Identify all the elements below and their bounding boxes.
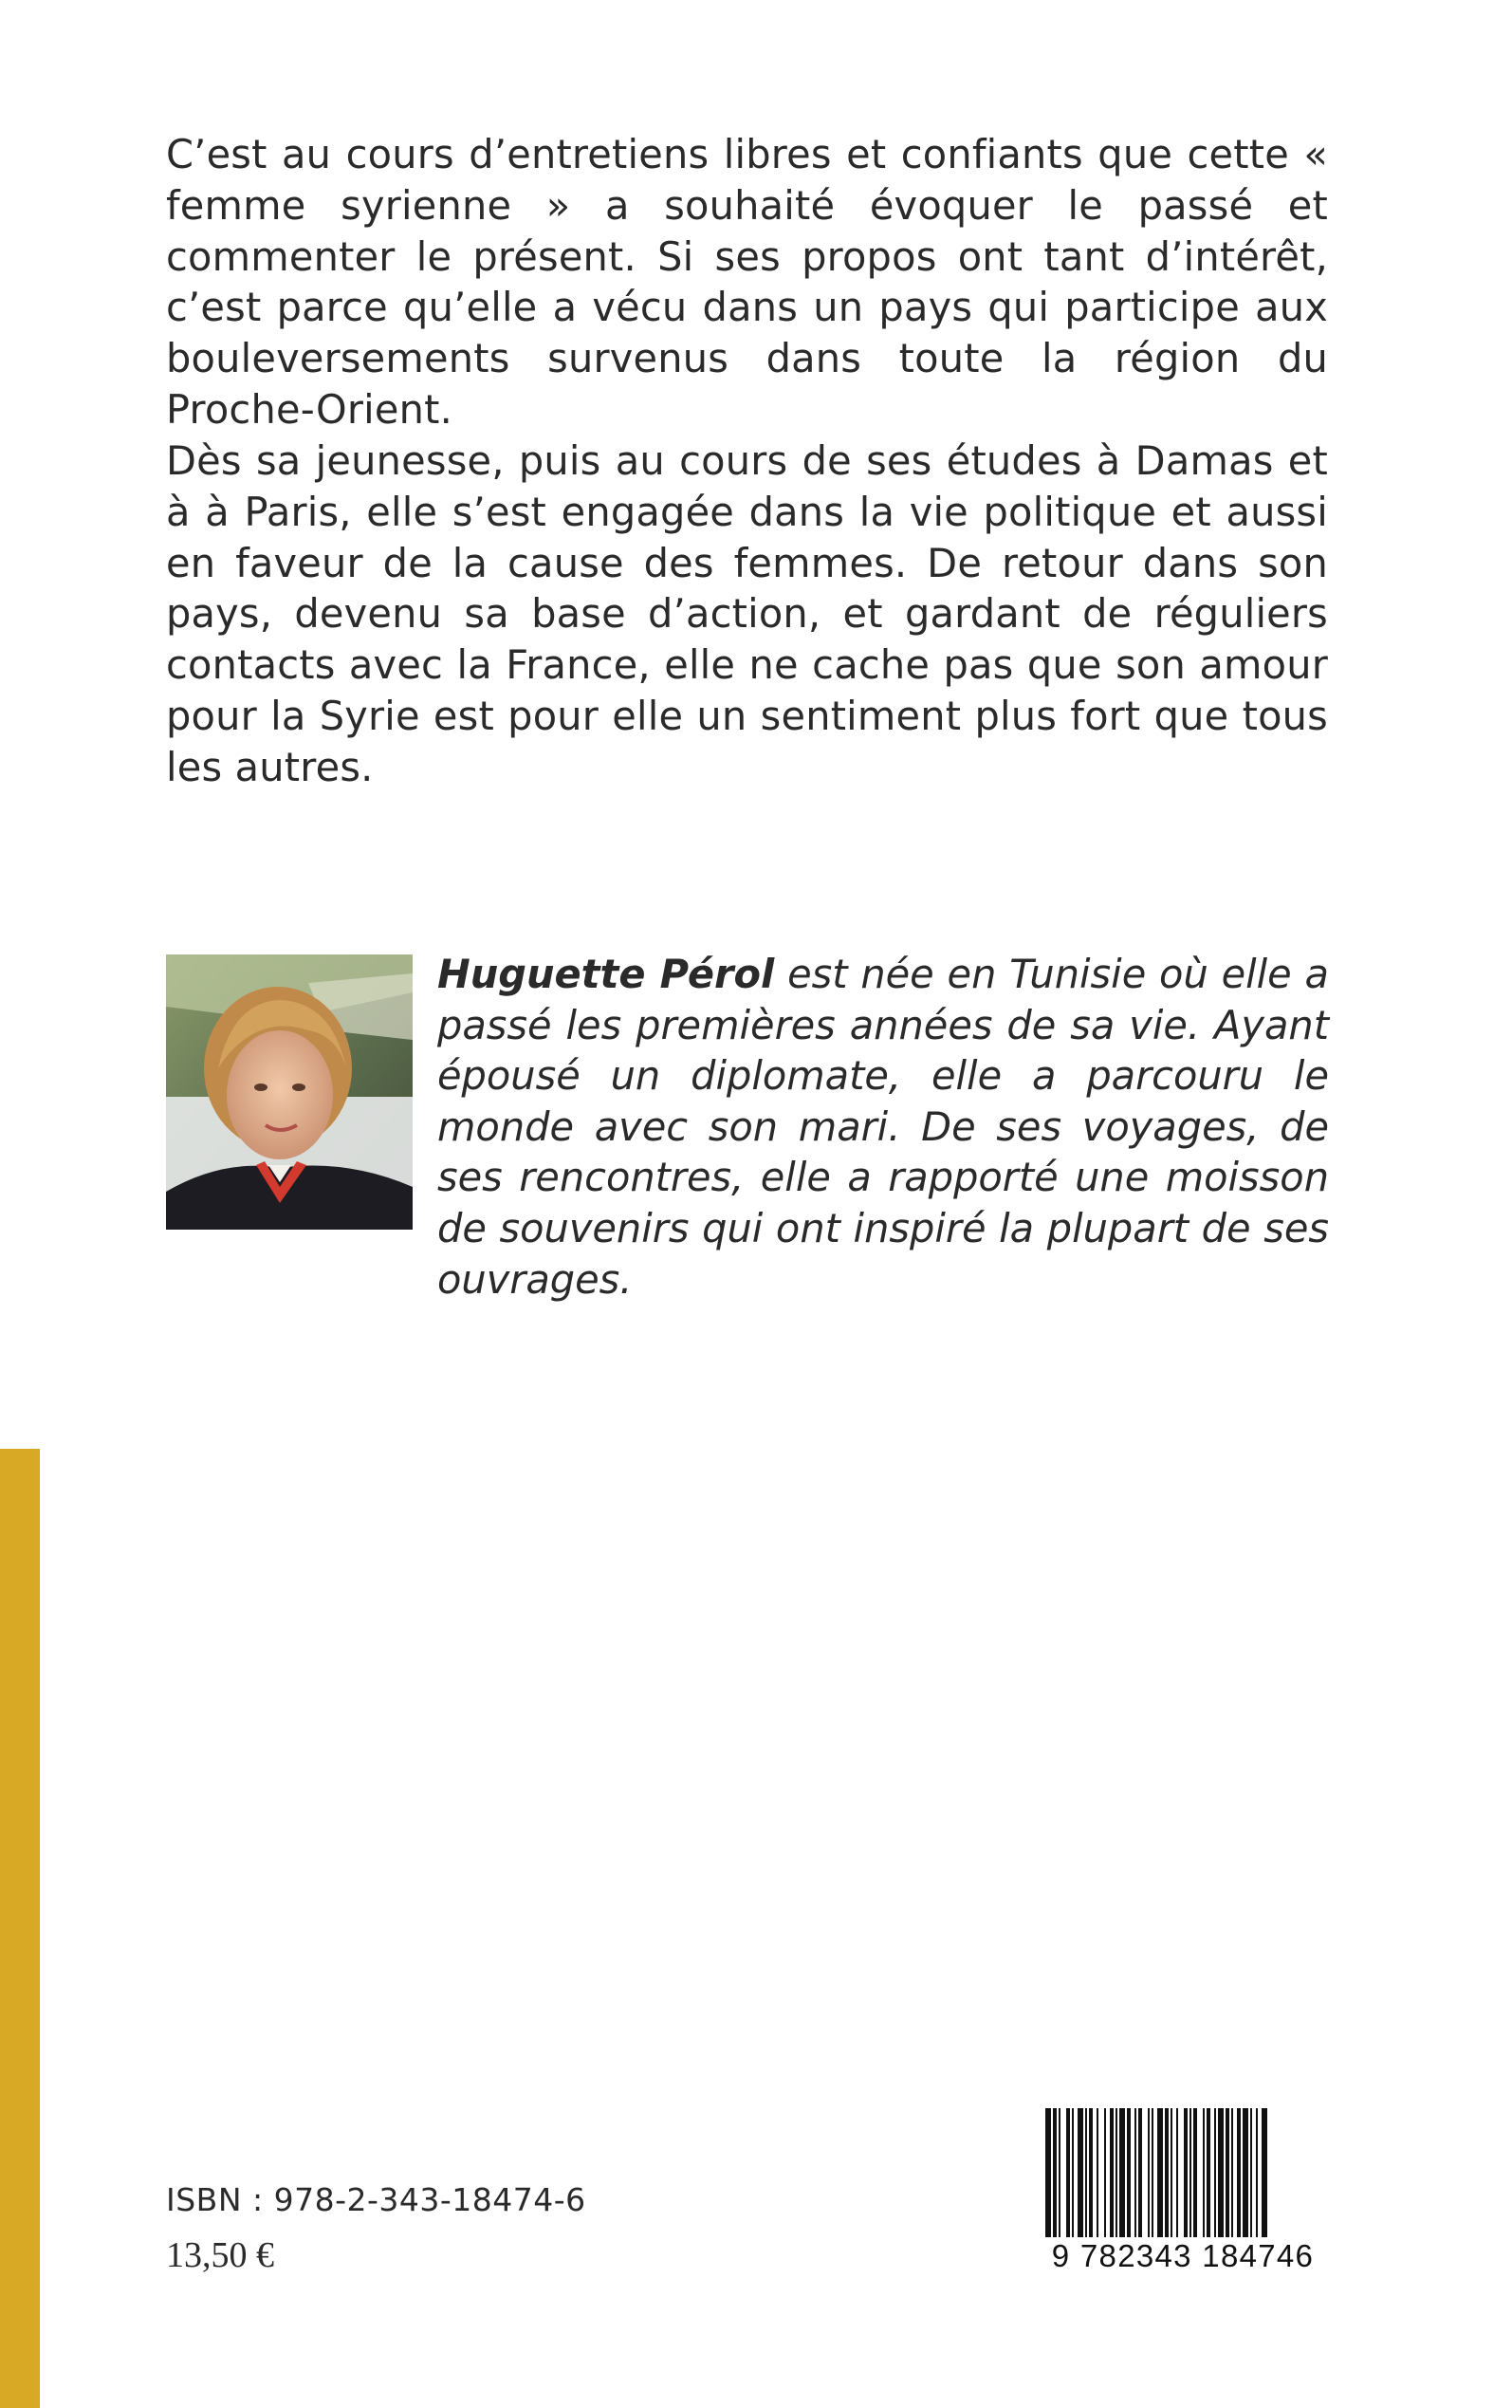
barcode-bar	[1078, 2108, 1083, 2239]
barcode-bar	[1237, 2108, 1241, 2239]
barcode-bar	[1148, 2108, 1150, 2239]
barcode-bar	[1104, 2108, 1106, 2239]
barcode-bar	[1097, 2108, 1098, 2239]
spine-accent-bar	[0, 1449, 40, 2408]
barcode-bar	[1089, 2108, 1093, 2239]
barcode-bar	[1066, 2108, 1070, 2239]
author-photo	[166, 954, 413, 1230]
barcode-bar	[1138, 2108, 1142, 2239]
back-cover-paragraph-1: C’est au cours d’entretiens libres et confiants que cette « femme syrienne » a souhaité évoquer le passé et commenter le présent. Si ses propos ont tant d’intérêt, c’est parce qu’elle a vécu dans un pays qui participe aux bouleversements survenus dans toute la région du Proche-Orient.	[166, 131, 1328, 433]
barcode-bar	[1243, 2108, 1248, 2239]
barcode-bar	[1203, 2108, 1205, 2239]
author-name: Huguette Pérol	[437, 951, 775, 997]
author-bio-text: est née en Tunisie où elle a passé les premières années de sa vie. Ayant épousé un diplomate, elle a parcouru le monde avec son mari. De ses voyages, de ses rencontres, elle a rapporté une moisson de souvenirs qui ont inspiré la plupart de ses ouvrages.	[437, 951, 1329, 1303]
barcode-bar	[1134, 2108, 1136, 2239]
barcode-bar	[1171, 2108, 1172, 2239]
barcode-bar	[1059, 2108, 1060, 2239]
barcode-bar	[1189, 2108, 1191, 2239]
barcode-bar	[1119, 2108, 1125, 2239]
barcode-bar	[1250, 2108, 1252, 2239]
barcode-bar	[1231, 2108, 1233, 2239]
barcode-bar	[1110, 2108, 1114, 2239]
barcode-bar	[1085, 2108, 1087, 2239]
barcode-bar	[1176, 2108, 1178, 2239]
barcode-bar	[1072, 2108, 1074, 2239]
barcode-bar	[1226, 2108, 1229, 2239]
barcode-bar	[1193, 2108, 1197, 2239]
barcode	[1032, 2104, 1334, 2277]
barcode-bar	[1214, 2108, 1216, 2239]
barcode-bar	[1152, 2108, 1153, 2239]
barcode-digits: 9 782343 184746	[1032, 2237, 1334, 2275]
barcode-bar	[1165, 2108, 1169, 2239]
barcode-bar	[1218, 2108, 1224, 2239]
barcode-bar	[1184, 2108, 1188, 2239]
barcode-bar	[1116, 2108, 1117, 2239]
barcode-bar	[1127, 2108, 1131, 2239]
isbn: ISBN : 978-2-343-18474-6	[166, 2181, 586, 2218]
barcode-bar	[1207, 2108, 1210, 2239]
author-portrait-image	[166, 954, 413, 1230]
author-bio	[437, 949, 1329, 1305]
back-cover-paragraph-2: Dès sa jeunesse, puis au cours de ses études à Damas et à à Paris, elle s’est engagée dans la vie politique et aussi en faveur de la cause des femmes. De retour dans son pays, devenu sa base d’action, et gardant de réguliers contacts avec la France, elle ne cache pas que son amour pour la Syrie est pour elle un sentiment plus fort que tous les autres.	[166, 437, 1328, 790]
price: 13,50 €	[166, 2235, 274, 2275]
barcode-bar	[1256, 2108, 1258, 2239]
